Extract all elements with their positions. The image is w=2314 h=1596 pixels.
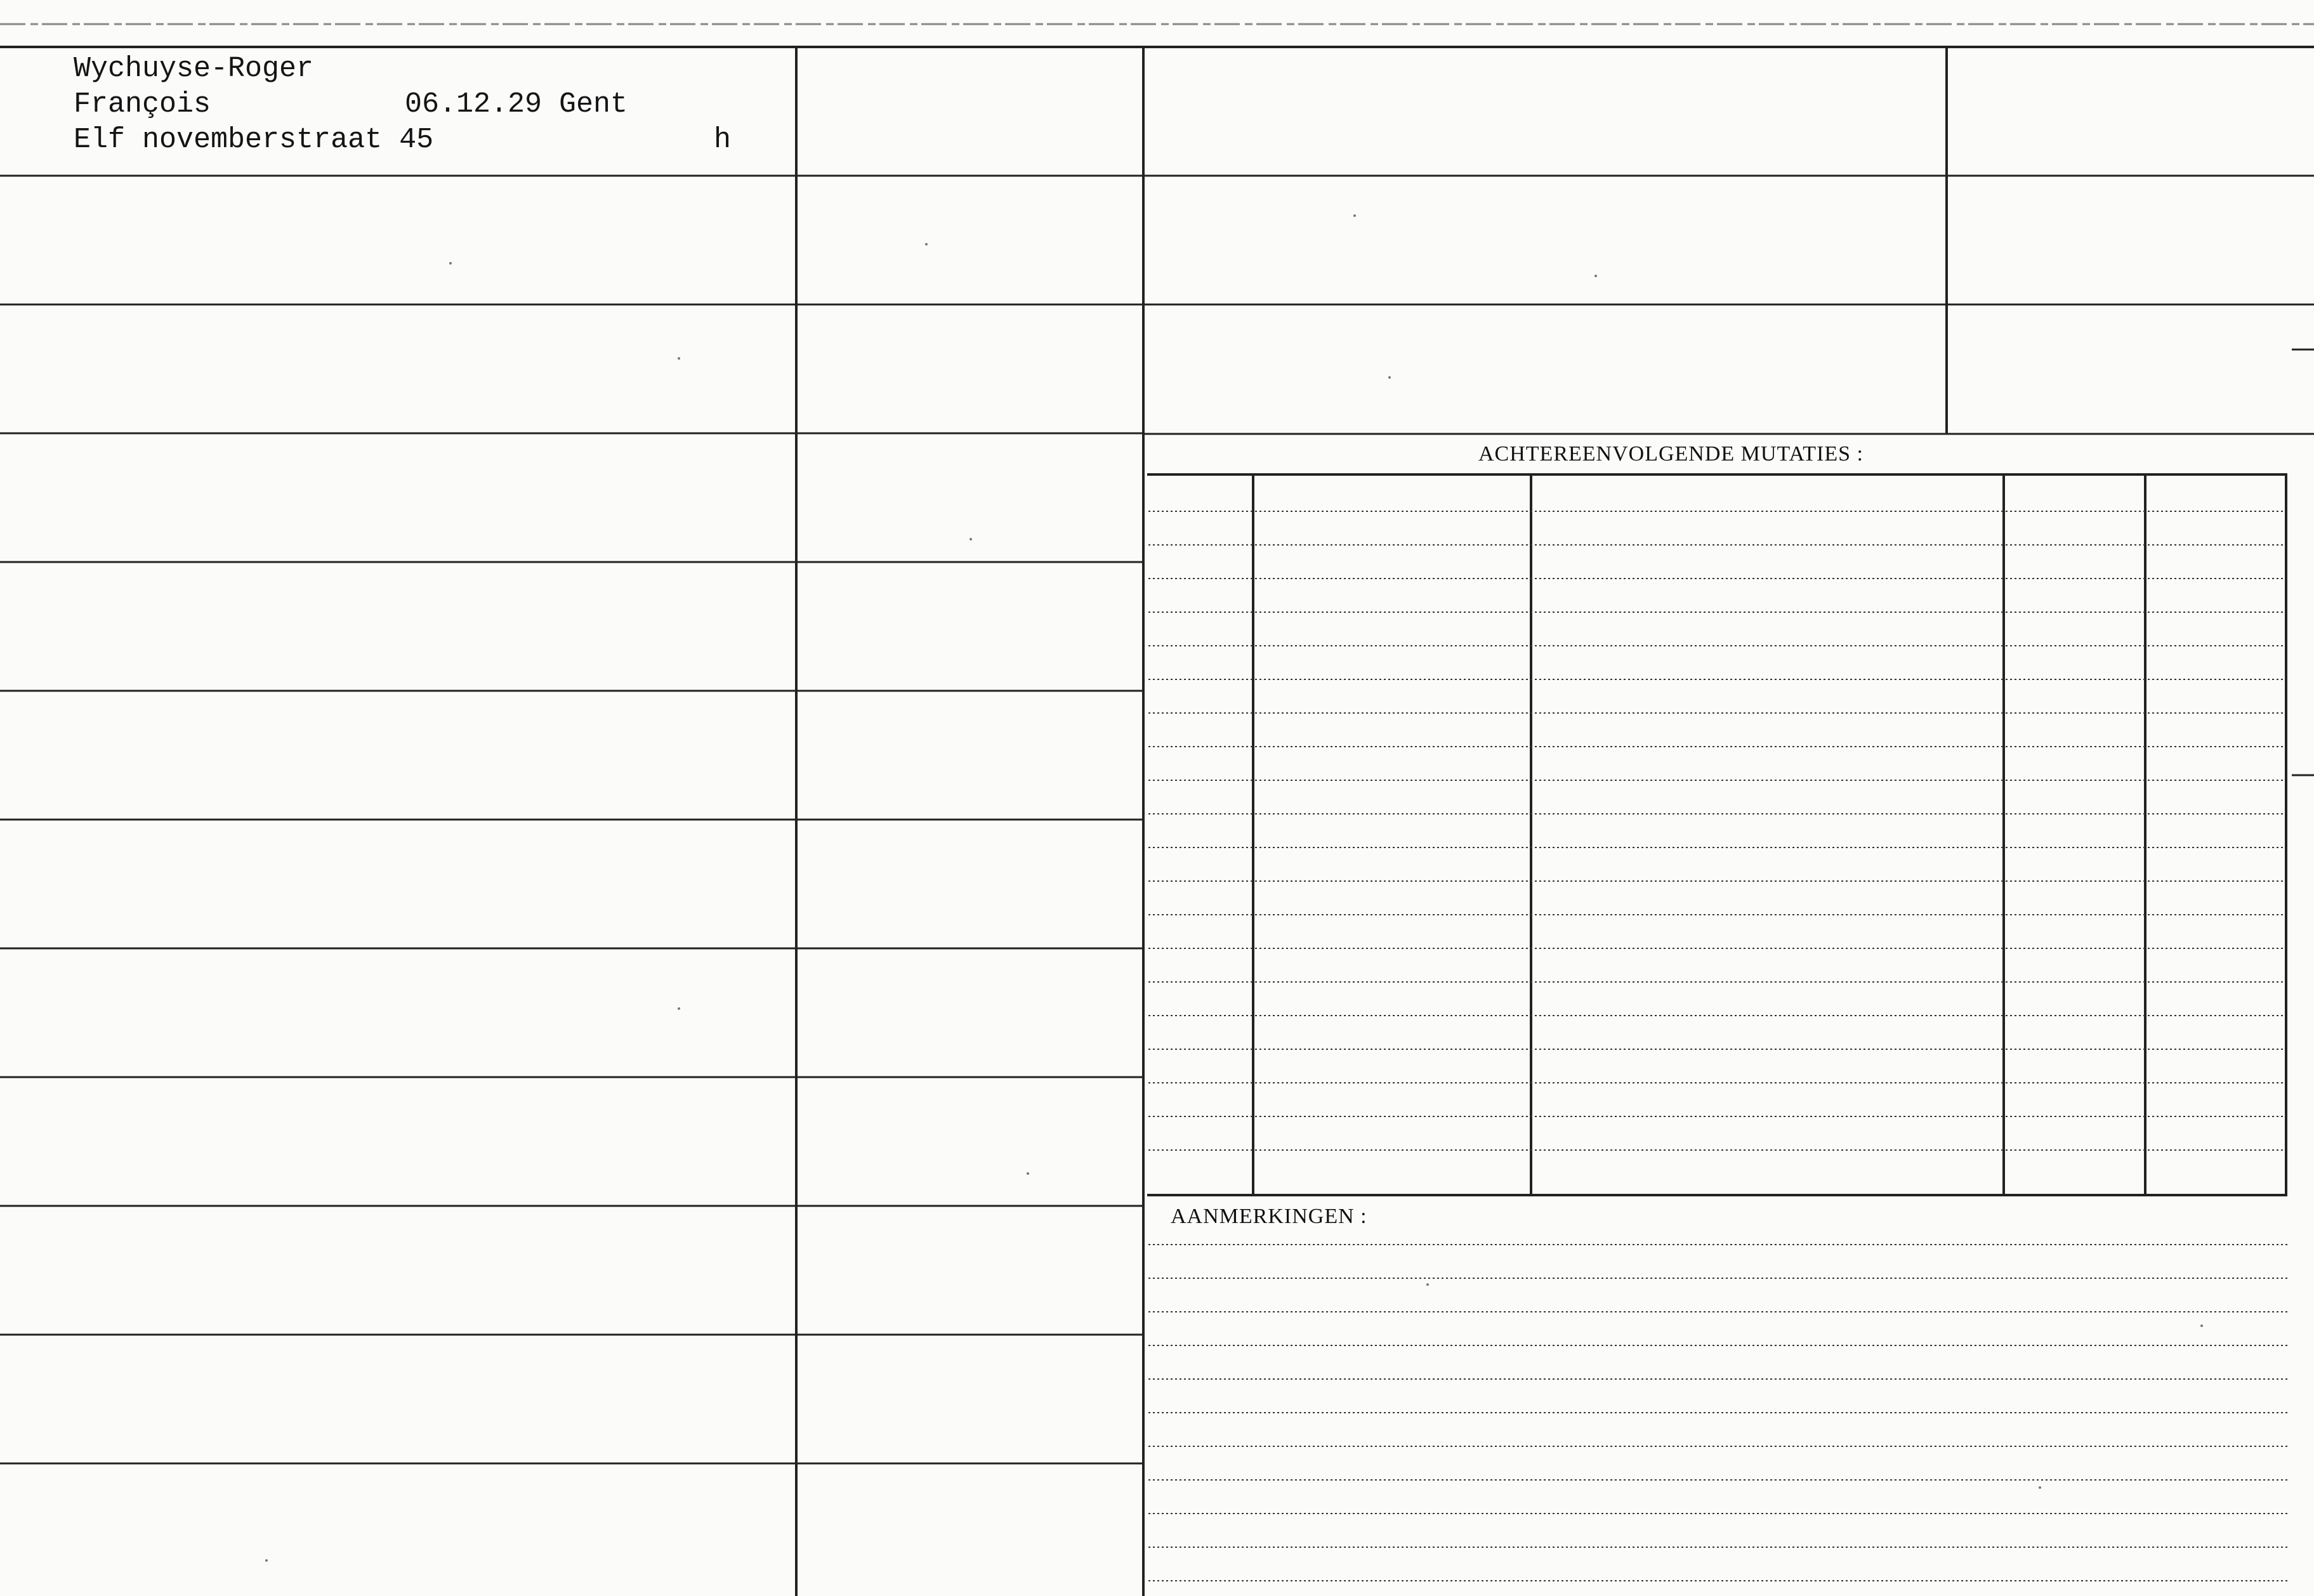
person-address: Elf novemberstraat 45 xyxy=(74,124,434,156)
person-name: Wychuyse-Roger xyxy=(74,53,314,85)
mutations-title: ACHTEREENVOLGENDE MUTATIES : xyxy=(1478,442,1864,466)
person-sex: h xyxy=(714,124,732,156)
remarks-title: AANMERKINGEN : xyxy=(1171,1205,1367,1228)
person-first-name: François xyxy=(74,88,211,121)
person-birth: 06.12.29 Gent xyxy=(405,88,628,121)
